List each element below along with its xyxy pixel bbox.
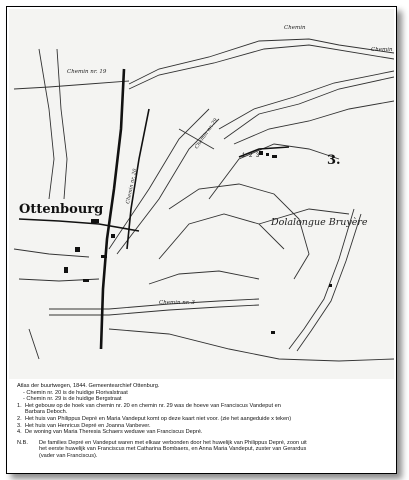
road-label-chemin-right: Chemin [371, 47, 393, 53]
caption-source: Atlas der buurtwegen, 1844. Gemeentearchief Ottenburg. [17, 383, 160, 389]
caption-item-text: Barbara Deboch. [25, 409, 68, 416]
caption-item-text: Het huis van Philippus Depré en Maria Vandeput komt op deze kaart niet voor. (zie het aangeduide x teken) [25, 415, 292, 422]
caption-item-number [17, 409, 25, 416]
marker-2: 2 [249, 153, 253, 159]
nb-line: (vader van Franciscus). [39, 452, 98, 459]
road-label-chemin-29: Chemin nr. 29 [193, 117, 220, 151]
caption-item-4 [17, 429, 389, 436]
road-label-chemin-top: Chemin [284, 25, 306, 31]
nb-line: het eerste huwelijk van Franciscus met Catharina Bombaers, en Anna Maria Vandeput, zuster van Gerardus [39, 446, 307, 453]
nb-label: N.B. [17, 439, 28, 446]
caption-item-text: Het huis van Henricus Depré en Joanna Vanbever. [25, 422, 151, 429]
caption-item-number: 1. [17, 402, 22, 409]
road-label-chemin-3: Chemin nr. 3 [159, 300, 195, 306]
map-drawing [9, 9, 394, 379]
map-paper [9, 9, 394, 379]
caption-road-29: - Chemin nr. 29 is de huidige Bergstraat [23, 396, 122, 403]
nb-text [39, 440, 307, 460]
place-ottenbourg: Ottenbourg [19, 202, 104, 217]
caption-item-1 [17, 403, 389, 410]
map-caption [17, 383, 389, 460]
caption-item-1-cont [17, 409, 389, 416]
road-label-chemin-20: Chemin nr. 20 [125, 168, 139, 205]
caption-nb [17, 440, 389, 460]
caption-road-20: - Chemin nr. 20 is de huidige Florivalstraat [23, 389, 128, 396]
caption-item-3 [17, 423, 389, 430]
caption-item-number: 2. [17, 415, 22, 422]
caption-item-number: 4. [17, 429, 22, 436]
caption-item-text: Het gebouw op de hoek van chemin nr. 20 en chemin nr. 29 was de hoeve van Franciscus Vandeput en [25, 402, 281, 409]
road-label-chemin-19: Chemin nr. 19 [67, 69, 107, 75]
caption-item-text: De woning van Maria Theresia Schaers weduwe van Franciscus Depré. [25, 429, 203, 436]
caption-item-number: 3. [17, 422, 22, 429]
caption-item-2 [17, 416, 389, 423]
marker-3: 3 [256, 153, 260, 159]
historic-map[interactable] [9, 9, 394, 379]
document-frame [6, 6, 397, 474]
place-dolalongue: Dolalongue Bruyère [271, 217, 368, 228]
section-number: 3. [327, 153, 341, 168]
marker-1: 1 [242, 153, 246, 159]
nb-line: De families Depré en Vandeput waren met elkaar verbonden door het huwelijk van Philippus Depré, zoon uit [39, 439, 307, 446]
